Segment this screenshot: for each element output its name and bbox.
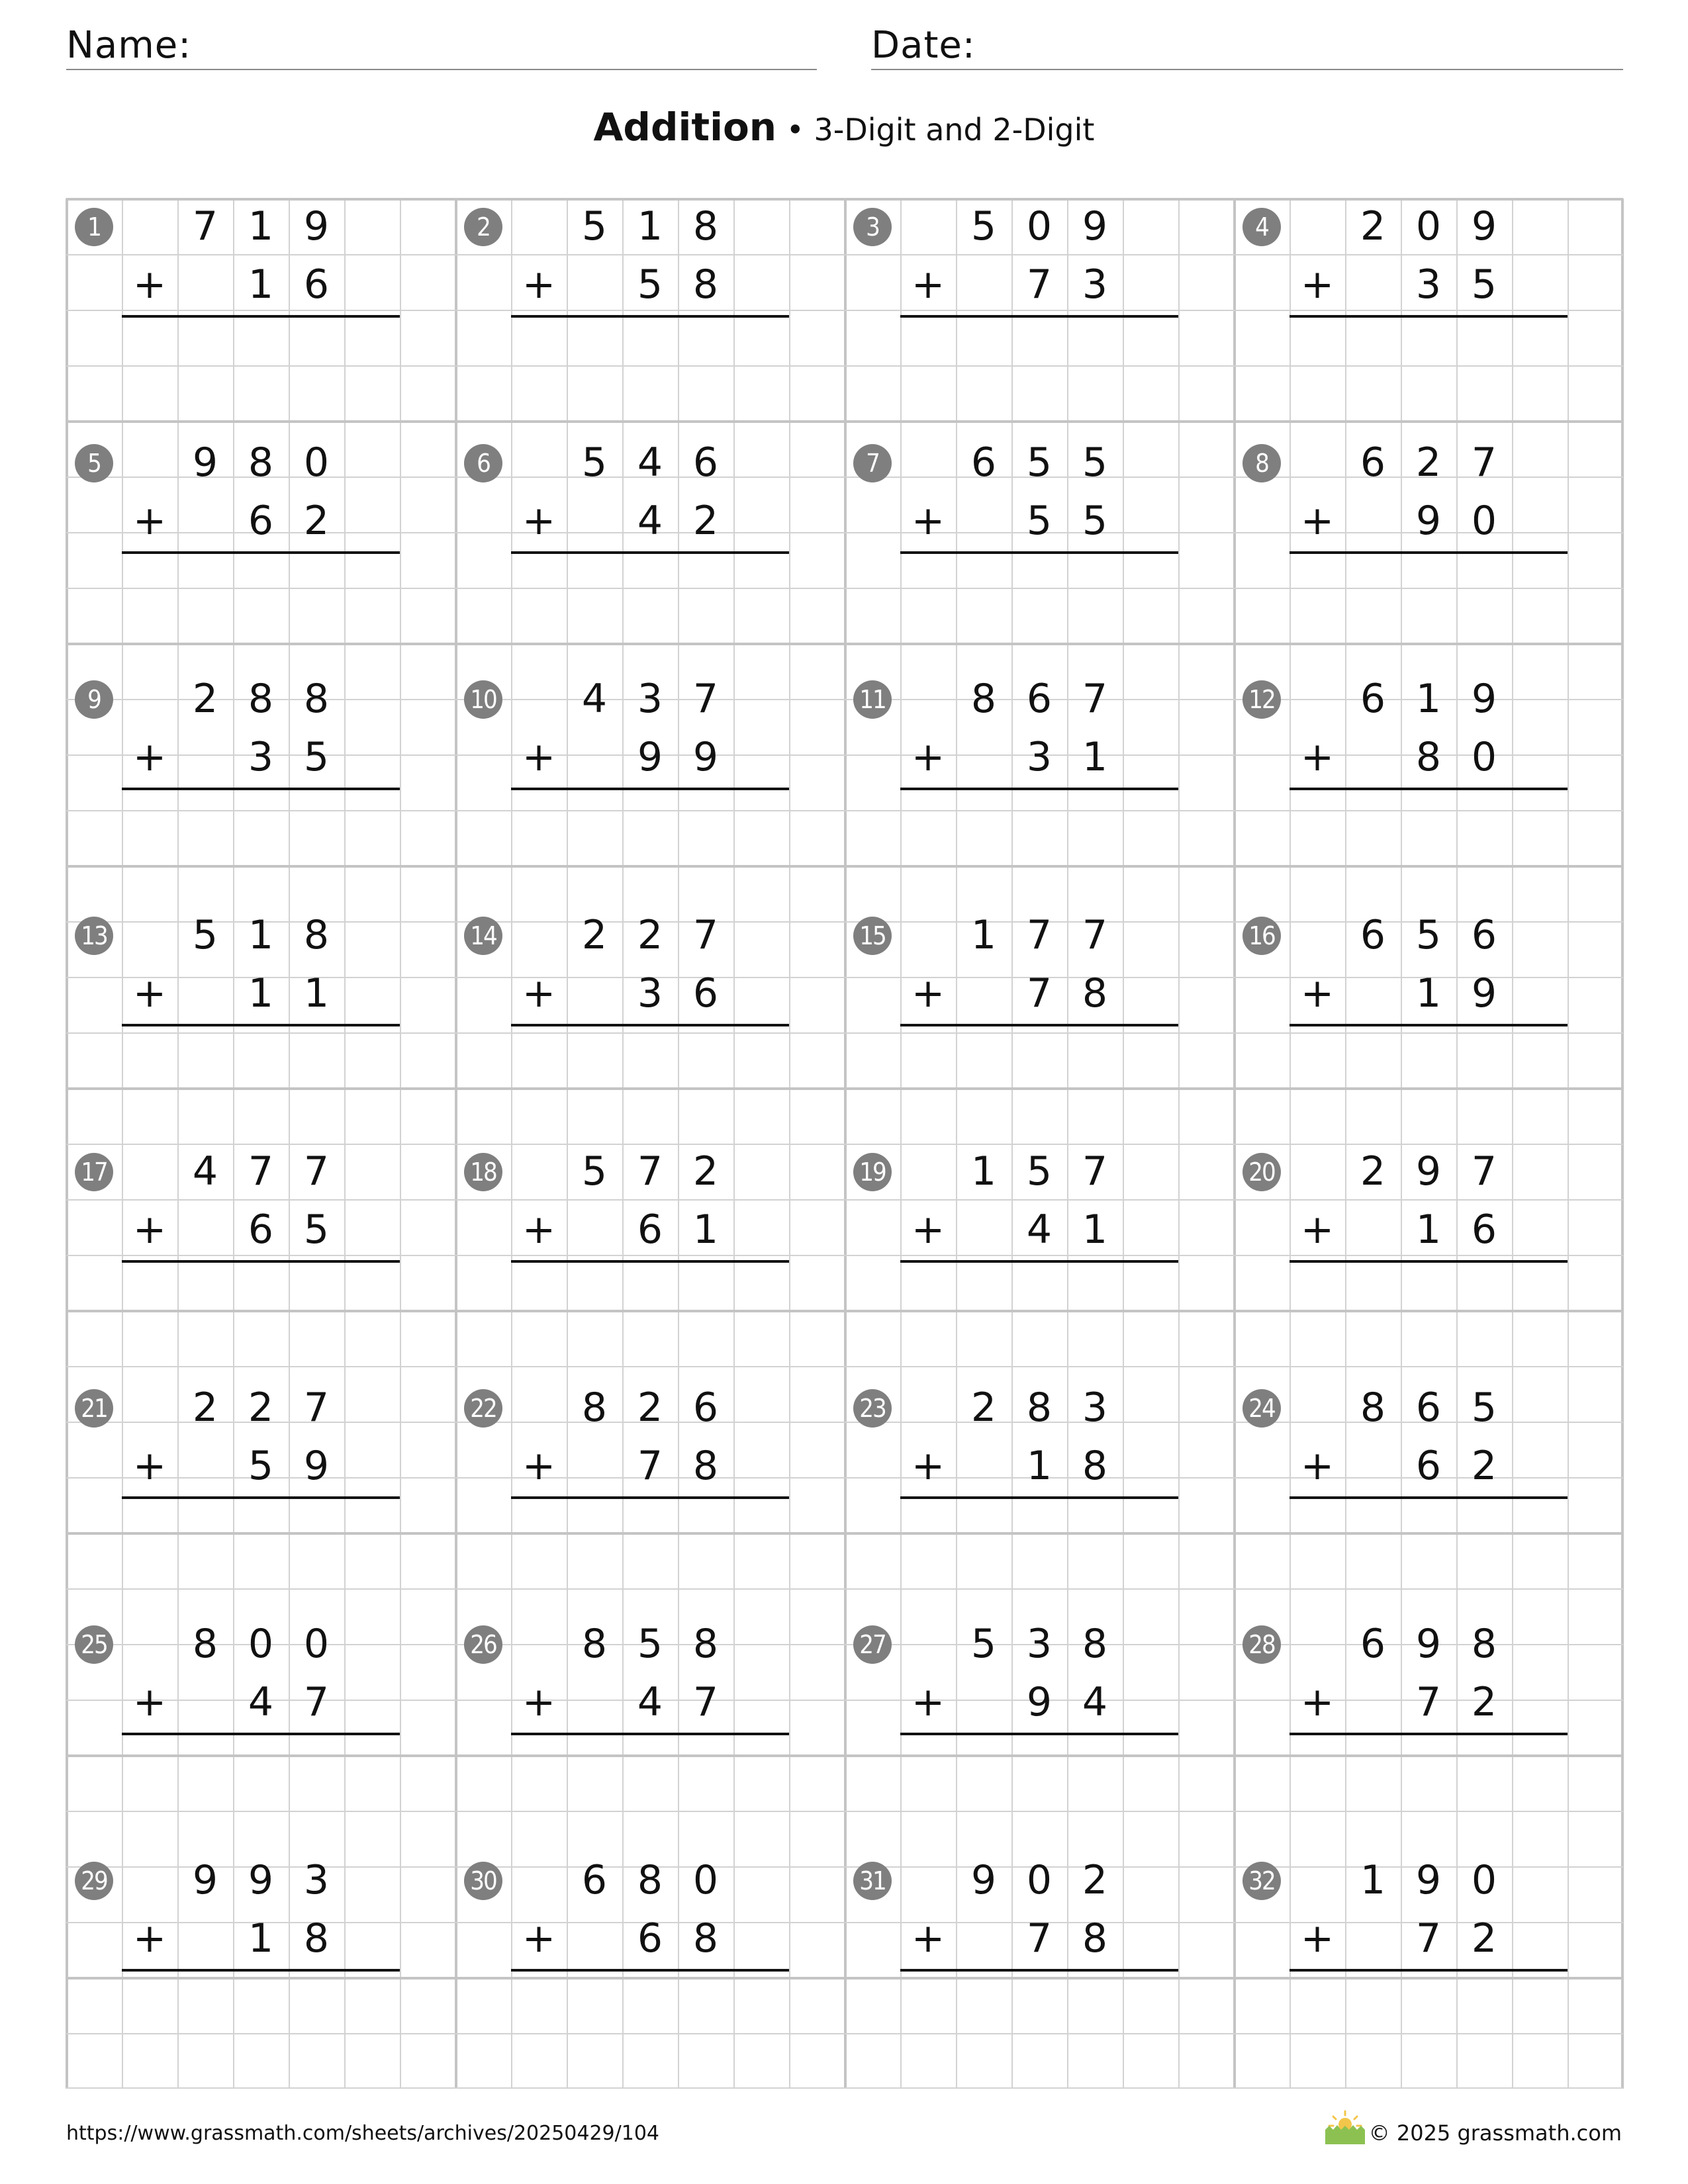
addend-bottom-digit: 1 [303,970,330,1017]
addend-top-digit: 8 [1360,1385,1386,1431]
addend-top-digit: 1 [1415,676,1442,722]
footer-copyright: © 2025 grassmath.com [1368,2120,1622,2146]
addend-top-digit: 7 [248,1148,274,1195]
addend-bottom-digit: 8 [1082,1443,1108,1489]
addend-bottom-digit: 0 [1471,498,1497,544]
sum-underline [122,315,400,318]
addend-bottom-digit: 1 [692,1206,719,1253]
plus-sign: + [1300,970,1335,1017]
addend-top-digit: 2 [192,676,218,722]
title-subtitle: • 3-Digit and 2-Digit [776,112,1095,148]
problem-number-badge: 21 [75,1389,113,1428]
problem [66,1616,455,1852]
plus-sign: + [522,261,556,308]
addend-top-digit: 8 [192,1621,218,1667]
plus-sign: + [911,1915,945,1962]
problem [66,1380,455,1616]
problem [1234,907,1623,1144]
addend-bottom-digit: 7 [1026,1915,1053,1962]
sum-underline [900,788,1178,790]
addend-bottom-digit: 4 [637,1679,663,1725]
addend-top-digit: 2 [1360,1148,1386,1195]
addend-bottom-digit: 1 [1026,1443,1053,1489]
addend-top-digit: 2 [1415,439,1442,486]
addend-top-digit: 2 [581,912,608,958]
addend-top-digit: 5 [970,203,997,250]
addend-bottom-digit: 8 [1082,1915,1108,1962]
addend-top-digit: 3 [303,1857,330,1903]
plus-sign: + [1300,498,1335,544]
addend-top-digit: 7 [692,912,719,958]
plus-sign: + [1300,1679,1335,1725]
addend-top-digit: 4 [637,439,663,486]
addend-top-digit: 5 [1026,1148,1053,1195]
sum-underline [122,1260,400,1263]
addend-top-digit: 0 [692,1857,719,1903]
sum-underline [1289,1969,1568,1972]
addend-top-digit: 2 [1082,1857,1108,1903]
addend-top-digit: 7 [192,203,218,250]
sum-underline [122,1969,400,1972]
footer-url: https://www.grassmath.com/sheets/archives/20250429/104 [66,2122,660,2145]
sum-underline [122,1024,400,1026]
problem-number-badge: 10 [464,680,502,719]
problem-number-badge: 32 [1243,1862,1281,1900]
addend-top-digit: 6 [1471,912,1497,958]
problem-number-badge: 27 [853,1625,892,1664]
addend-top-digit: 8 [692,1621,719,1667]
addend-bottom-digit: 2 [1471,1679,1497,1725]
problem-number-badge: 1 [75,208,113,246]
sum-underline [900,551,1178,554]
addend-top-digit: 3 [1082,1385,1108,1431]
addend-top-digit: 0 [248,1621,274,1667]
addend-top-digit: 5 [581,203,608,250]
sum-underline [511,1260,789,1263]
problem-number-badge: 23 [853,1389,892,1428]
problem [455,907,845,1144]
addend-top-digit: 9 [192,1857,218,1903]
sum-underline [511,1969,789,1972]
addend-bottom-digit: 1 [1082,1206,1108,1253]
addend-bottom-digit: 8 [692,261,719,308]
problem [1234,1144,1623,1380]
addend-top-digit: 6 [692,439,719,486]
problem-number-badge: 25 [75,1625,113,1664]
addend-top-digit: 4 [581,676,608,722]
sum-underline [1289,1496,1568,1499]
addend-bottom-digit: 5 [637,261,663,308]
addend-top-digit: 5 [581,1148,608,1195]
addend-bottom-digit: 1 [1415,970,1442,1017]
problem [1234,671,1623,907]
plus-sign: + [911,734,945,780]
problem [845,1852,1234,2089]
addend-bottom-digit: 1 [248,261,274,308]
addend-top-digit: 9 [1471,676,1497,722]
addend-bottom-digit: 6 [692,970,719,1017]
sum-underline [900,315,1178,318]
plus-sign: + [1300,1915,1335,1962]
addend-bottom-digit: 3 [1082,261,1108,308]
addend-top-digit: 0 [1026,1857,1053,1903]
sum-underline [511,1024,789,1026]
plus-sign: + [911,970,945,1017]
addend-bottom-digit: 5 [303,734,330,780]
addend-bottom-digit: 7 [1415,1679,1442,1725]
problem [66,199,455,435]
addend-top-digit: 2 [637,912,663,958]
addend-bottom-digit: 3 [1026,734,1053,780]
sum-underline [900,1969,1178,1972]
date-line [871,69,1623,70]
addend-top-digit: 1 [970,1148,997,1195]
addend-bottom-digit: 6 [1471,1206,1497,1253]
addend-top-digit: 6 [970,439,997,486]
problem-number-badge: 24 [1243,1389,1281,1428]
addend-top-digit: 8 [248,439,274,486]
problem [455,1144,845,1380]
addend-bottom-digit: 1 [248,1915,274,1962]
problem-number-badge: 18 [464,1153,502,1191]
grass-sun-logo-icon [1324,2110,1366,2146]
addend-bottom-digit: 8 [692,1915,719,1962]
addend-top-digit: 0 [1471,1857,1497,1903]
addend-bottom-digit: 4 [637,498,663,544]
worksheet-title [0,105,1688,150]
plus-sign: + [522,1679,556,1725]
sum-underline [1289,1733,1568,1735]
addend-top-digit: 1 [970,912,997,958]
problem-number-badge: 30 [464,1862,502,1900]
addend-top-digit: 8 [637,1857,663,1903]
addend-top-digit: 6 [581,1857,608,1903]
problem-number-badge: 16 [1243,917,1281,955]
plus-sign: + [132,261,167,308]
addend-top-digit: 1 [637,203,663,250]
addend-top-digit: 5 [1415,912,1442,958]
addend-top-digit: 8 [303,912,330,958]
addend-bottom-digit: 7 [637,1443,663,1489]
addend-bottom-digit: 6 [637,1915,663,1962]
problem-number-badge: 4 [1243,208,1281,246]
addend-bottom-digit: 4 [248,1679,274,1725]
addend-top-digit: 1 [248,203,274,250]
addend-bottom-digit: 9 [692,734,719,780]
sum-underline [1289,788,1568,790]
addend-bottom-digit: 8 [692,1443,719,1489]
addend-bottom-digit: 2 [692,498,719,544]
addend-top-digit: 9 [1415,1621,1442,1667]
addend-top-digit: 0 [1026,203,1053,250]
problem [66,907,455,1144]
plus-sign: + [911,1206,945,1253]
addend-top-digit: 5 [1082,439,1108,486]
problem-number-badge: 26 [464,1625,502,1664]
addend-top-digit: 5 [970,1621,997,1667]
addend-bottom-digit: 1 [1415,1206,1442,1253]
addend-top-digit: 6 [1360,1621,1386,1667]
addend-top-digit: 6 [1360,439,1386,486]
addend-top-digit: 6 [1360,912,1386,958]
plus-sign: + [132,1679,167,1725]
addend-top-digit: 6 [692,1385,719,1431]
plus-sign: + [132,1915,167,1962]
problem [455,435,845,671]
addend-bottom-digit: 5 [248,1443,274,1489]
plus-sign: + [1300,1206,1335,1253]
sum-underline [122,1733,400,1735]
addend-top-digit: 8 [1082,1621,1108,1667]
plus-sign: + [522,970,556,1017]
problem [66,1852,455,2089]
addend-top-digit: 2 [970,1385,997,1431]
addend-top-digit: 9 [303,203,330,250]
addend-bottom-digit: 2 [1471,1915,1497,1962]
addend-top-digit: 1 [1360,1857,1386,1903]
plus-sign: + [522,1443,556,1489]
addend-bottom-digit: 7 [1026,970,1053,1017]
plus-sign: + [1300,734,1335,780]
problem-number-badge: 2 [464,208,502,246]
plus-sign: + [911,261,945,308]
addend-top-digit: 8 [692,203,719,250]
problem-number-badge: 19 [853,1153,892,1191]
addend-top-digit: 8 [581,1621,608,1667]
addend-bottom-digit: 5 [303,1206,330,1253]
plus-sign: + [911,498,945,544]
addend-top-digit: 9 [1082,203,1108,250]
addend-top-digit: 7 [1082,1148,1108,1195]
addend-top-digit: 7 [303,1148,330,1195]
addend-bottom-digit: 8 [1415,734,1442,780]
plus-sign: + [1300,1443,1335,1489]
addend-top-digit: 7 [692,676,719,722]
addend-bottom-digit: 7 [1415,1915,1442,1962]
addend-bottom-digit: 3 [637,970,663,1017]
addend-bottom-digit: 4 [1082,1679,1108,1725]
problem-number-badge: 7 [853,444,892,482]
addend-bottom-digit: 2 [1471,1443,1497,1489]
problem [455,1380,845,1616]
problem-number-badge: 17 [75,1153,113,1191]
problem-number-badge: 12 [1243,680,1281,719]
addend-top-digit: 9 [1471,203,1497,250]
addend-bottom-digit: 9 [1471,970,1497,1017]
problem [845,435,1234,671]
name-line [66,69,817,70]
problem [845,907,1234,1144]
addend-bottom-digit: 6 [637,1206,663,1253]
problem [66,671,455,907]
problem-number-badge: 31 [853,1862,892,1900]
plus-sign: + [522,498,556,544]
problem-number-badge: 11 [853,680,892,719]
sum-underline [1289,1024,1568,1026]
problem-number-badge: 29 [75,1862,113,1900]
addend-bottom-digit: 7 [303,1679,330,1725]
addend-top-digit: 5 [581,439,608,486]
addend-top-digit: 9 [1415,1148,1442,1195]
sum-underline [122,551,400,554]
problem-number-badge: 9 [75,680,113,719]
problem-number-badge: 20 [1243,1153,1281,1191]
addend-bottom-digit: 3 [248,734,274,780]
problem-number-badge: 15 [853,917,892,955]
problem-grid [66,199,1623,2089]
addend-bottom-digit: 6 [248,1206,274,1253]
addend-bottom-digit: 6 [248,498,274,544]
addend-bottom-digit: 4 [1026,1206,1053,1253]
problem [845,1144,1234,1380]
addend-top-digit: 8 [1471,1621,1497,1667]
sum-underline [1289,315,1568,318]
sum-underline [900,1733,1178,1735]
plus-sign: + [132,498,167,544]
addend-top-digit: 9 [248,1857,274,1903]
addend-bottom-digit: 9 [303,1443,330,1489]
addend-top-digit: 7 [1471,439,1497,486]
sum-underline [900,1024,1178,1026]
problem-number-badge: 8 [1243,444,1281,482]
problem [455,671,845,907]
addend-top-digit: 2 [192,1385,218,1431]
addend-bottom-digit: 0 [1471,734,1497,780]
addend-top-digit: 0 [303,1621,330,1667]
addend-top-digit: 4 [192,1148,218,1195]
sum-underline [900,1496,1178,1499]
problem [845,671,1234,907]
sum-underline [511,1496,789,1499]
addend-bottom-digit: 8 [1082,970,1108,1017]
addend-bottom-digit: 9 [1026,1679,1053,1725]
addend-top-digit: 8 [248,676,274,722]
addend-top-digit: 6 [1415,1385,1442,1431]
name-label: Name: [66,24,192,67]
problem [1234,1852,1623,2089]
addend-top-digit: 7 [1026,912,1053,958]
problem [1234,199,1623,435]
sum-underline [511,788,789,790]
problem-number-badge: 5 [75,444,113,482]
sum-underline [1289,551,1568,554]
plus-sign: + [132,970,167,1017]
addend-bottom-digit: 9 [1415,498,1442,544]
sum-underline [122,788,400,790]
plus-sign: + [1300,261,1335,308]
problem-number-badge: 13 [75,917,113,955]
addend-top-digit: 9 [970,1857,997,1903]
addend-top-digit: 9 [192,439,218,486]
addend-bottom-digit: 8 [303,1915,330,1962]
addend-top-digit: 5 [1026,439,1053,486]
plus-sign: + [911,1679,945,1725]
addend-top-digit: 6 [1026,676,1053,722]
addend-top-digit: 7 [1082,676,1108,722]
problem [845,1616,1234,1852]
plus-sign: + [132,734,167,780]
addend-bottom-digit: 1 [248,970,274,1017]
title-main: Addition [593,105,777,150]
sum-underline [511,315,789,318]
sum-underline [122,1496,400,1499]
addend-top-digit: 9 [1415,1857,1442,1903]
addend-top-digit: 7 [303,1385,330,1431]
addend-top-digit: 8 [970,676,997,722]
plus-sign: + [522,1206,556,1253]
addend-bottom-digit: 2 [303,498,330,544]
addend-top-digit: 3 [1026,1621,1053,1667]
sum-underline [900,1260,1178,1263]
problem [455,1852,845,2089]
sum-underline [511,551,789,554]
addend-bottom-digit: 5 [1471,261,1497,308]
addend-top-digit: 5 [1471,1385,1497,1431]
plus-sign: + [132,1206,167,1253]
problem [66,435,455,671]
date-label: Date: [871,24,976,67]
addend-top-digit: 6 [1360,676,1386,722]
problem [455,1616,845,1852]
sum-underline [1289,1260,1568,1263]
addend-top-digit: 7 [1471,1148,1497,1195]
addend-top-digit: 2 [692,1148,719,1195]
problem-number-badge: 6 [464,444,502,482]
addend-top-digit: 3 [637,676,663,722]
problem-number-badge: 22 [464,1389,502,1428]
addend-top-digit: 7 [637,1148,663,1195]
addend-bottom-digit: 9 [637,734,663,780]
addend-bottom-digit: 6 [303,261,330,308]
problem-number-badge: 3 [853,208,892,246]
problem [1234,1616,1623,1852]
problem [455,199,845,435]
problem [66,1144,455,1380]
addend-top-digit: 8 [1026,1385,1053,1431]
plus-sign: + [132,1443,167,1489]
problem [1234,435,1623,671]
problem-number-badge: 28 [1243,1625,1281,1664]
addend-top-digit: 8 [303,676,330,722]
plus-sign: + [911,1443,945,1489]
problem [1234,1380,1623,1616]
addend-bottom-digit: 5 [1026,498,1053,544]
problem [845,199,1234,435]
addend-top-digit: 2 [637,1385,663,1431]
addend-top-digit: 2 [248,1385,274,1431]
addend-top-digit: 0 [1415,203,1442,250]
addend-bottom-digit: 5 [1082,498,1108,544]
addend-bottom-digit: 7 [1026,261,1053,308]
addend-top-digit: 5 [192,912,218,958]
addend-top-digit: 0 [303,439,330,486]
sum-underline [511,1733,789,1735]
plus-sign: + [522,1915,556,1962]
addend-top-digit: 8 [581,1385,608,1431]
addend-top-digit: 7 [1082,912,1108,958]
addend-top-digit: 2 [1360,203,1386,250]
addend-bottom-digit: 1 [1082,734,1108,780]
problem-number-badge: 14 [464,917,502,955]
addend-top-digit: 1 [248,912,274,958]
addend-top-digit: 5 [637,1621,663,1667]
addend-bottom-digit: 7 [692,1679,719,1725]
addend-bottom-digit: 6 [1415,1443,1442,1489]
plus-sign: + [522,734,556,780]
problem [845,1380,1234,1616]
addend-bottom-digit: 3 [1415,261,1442,308]
